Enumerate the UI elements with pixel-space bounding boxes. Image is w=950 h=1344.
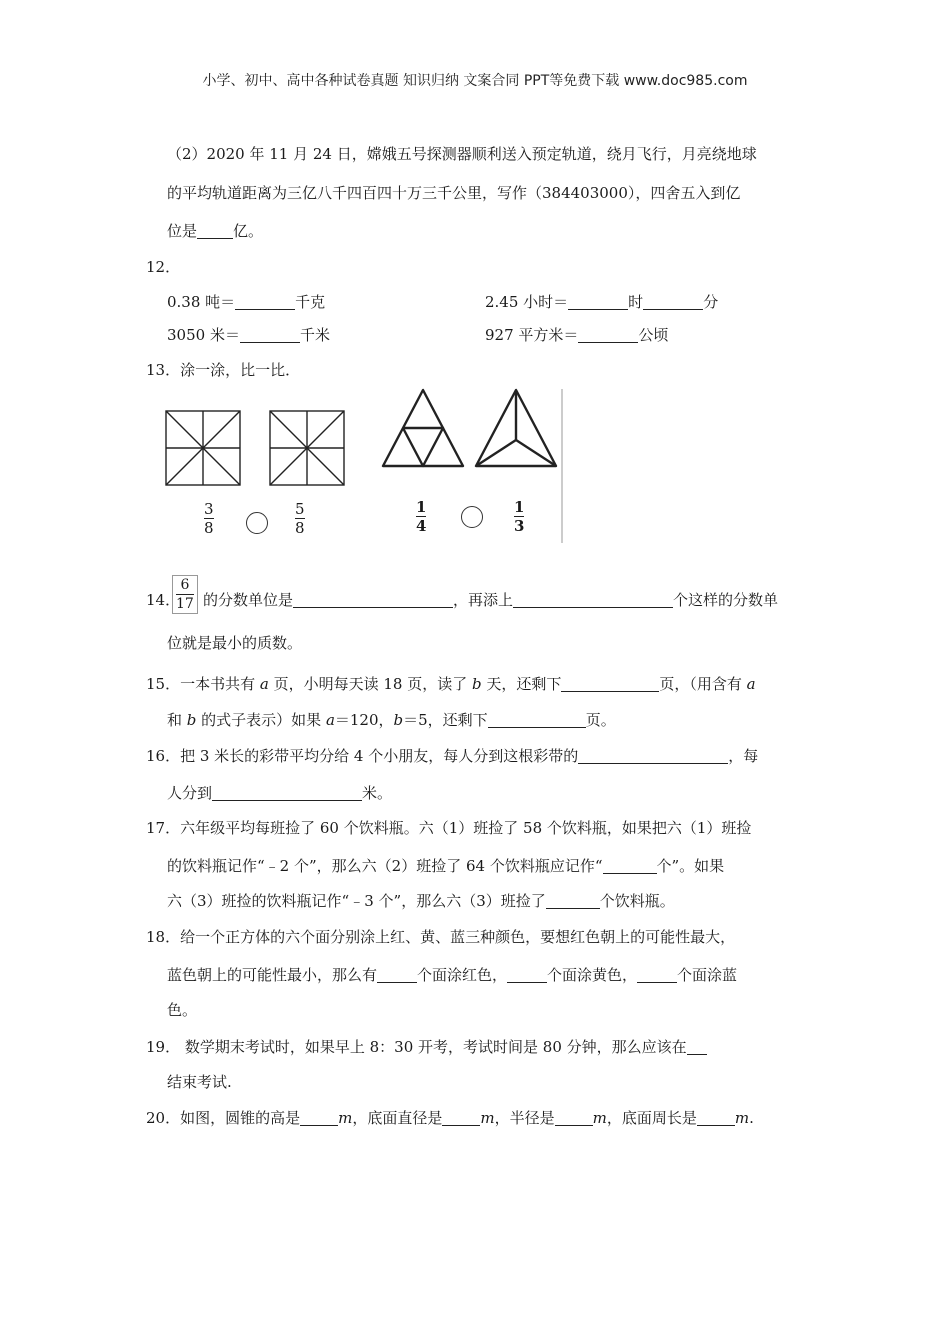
frac-1-3 [514, 498, 524, 535]
q16-text: 人分到 [167, 784, 213, 802]
q12-c-blank[interactable] [240, 326, 300, 343]
q15-text: 页。 [585, 711, 616, 729]
q20-blank1[interactable] [300, 1109, 338, 1126]
frac-numerator: 5 [295, 500, 305, 518]
q12-d-unit: 公顷 [638, 326, 669, 344]
frac-numerator: 6 [180, 577, 190, 593]
frac-3-8 [204, 500, 214, 537]
q19-line1 [146, 1037, 707, 1057]
q16-text: 16．把 3 米长的彩带平均分给 4 个小朋友，每人分到这根彩带的 [146, 747, 579, 765]
q15-blank1[interactable] [561, 675, 659, 692]
q20-blank4[interactable] [697, 1109, 735, 1126]
q18-blank1[interactable] [377, 966, 417, 983]
q15-line1 [146, 674, 756, 694]
q13-text: 13．涂一涂，比一比． [146, 361, 301, 379]
q15-text: 和 [167, 711, 187, 729]
q15-text: 的式子表示）如果 [196, 711, 326, 729]
page-header: 小学、初中、高中各种试卷真题 知识归纳 文案合同 PPT等免费下载 www.doc985.com [202, 73, 748, 89]
q14-text2: ，再添上 [453, 591, 514, 609]
q20-text: ，底面周长是 [606, 1109, 697, 1127]
frac-denominator: 3 [514, 517, 525, 535]
triangle-thirds [476, 390, 556, 466]
q17-blank2[interactable] [546, 892, 600, 909]
square-eighths-1 [166, 411, 240, 485]
var-b: b [186, 711, 197, 729]
q20-text: 20．如图，圆锥的高是 [146, 1109, 301, 1127]
q15-text: 天，还剩下 [481, 675, 562, 693]
q20-text: . [749, 1109, 754, 1127]
q15-text: ＝5，还剩下 [403, 711, 488, 729]
q11-text: 位是 [167, 222, 198, 240]
q12-b-unit2: 分 [703, 293, 719, 311]
frac-numerator: 1 [416, 498, 427, 516]
q18-blank3[interactable] [637, 966, 677, 983]
var-b: b [393, 711, 404, 729]
q20-blank2[interactable] [442, 1109, 480, 1126]
q19-text: 19． 数学期末考试时，如果早上 8：30 开考，考试时间是 80 分钟，那么应该在 [146, 1038, 687, 1056]
var-b: b [471, 675, 482, 693]
q17-text: 个饮料瓶。 [599, 892, 675, 910]
q12-item-d [485, 325, 668, 345]
q11-line3 [167, 221, 263, 241]
q20-text: ，底面直径是 [352, 1109, 443, 1127]
var-a: a [746, 675, 756, 693]
q18-line1: 18．给一个正方体的六个面分别涂上红、黄、蓝三种颜色，要想红色朝上的可能性最大， [146, 928, 736, 946]
q12-b-blank1[interactable] [568, 293, 628, 310]
frac-denominator: 4 [416, 517, 427, 535]
q18-text: 个面涂黄色， [547, 966, 638, 984]
q12-d-blank[interactable] [578, 326, 638, 343]
q14-text1: 的分数单位是 [203, 591, 294, 609]
unit-m: m [592, 1109, 607, 1127]
q17-line1: 17．六年级平均每班捡了 60 个饮料瓶。六（1）班捡了 58 个饮料瓶，如果把六（1）班捡 [146, 819, 752, 837]
q14-text3: 个这样的分数单 [673, 591, 779, 609]
q18-text: 个面涂蓝 [677, 966, 738, 984]
frac-1-4 [416, 498, 426, 535]
q12-b-label: 2.45 小时＝ [485, 293, 569, 311]
q12-d-label: 927 平方米＝ [485, 326, 579, 344]
q16-blank2[interactable] [212, 784, 362, 801]
q20-blank3[interactable] [555, 1109, 593, 1126]
q15-text: ＝120， [334, 711, 394, 729]
q12-item-c [167, 325, 330, 345]
q17-line3 [167, 891, 675, 911]
q11-line2: 的平均轨道距离为三亿八千四百四十万三千公里，写作（384403000），四舍五入到亿 [167, 184, 741, 202]
q20-line [146, 1108, 754, 1128]
q14-fraction [172, 575, 198, 614]
q12-c-label: 3050 米＝ [167, 326, 240, 344]
q11-line1: （2）2020 年 11 月 24 日，嫦娥五号探测器顺利送入预定轨道，绕月飞行，月亮绕地球 [167, 145, 757, 163]
unit-m: m [734, 1109, 750, 1127]
q11-text-end: 亿。 [233, 222, 264, 240]
q12-b-unit1: 时 [628, 293, 644, 311]
q15-text: 15．一本书共有 [146, 675, 260, 693]
q17-blank1[interactable] [603, 857, 657, 874]
q15-text: 页，小明每天读 18 页，读了 [268, 675, 472, 693]
q12-a-label: 0.38 吨＝ [167, 293, 236, 311]
unit-m: m [338, 1109, 353, 1127]
q18-blank2[interactable] [507, 966, 547, 983]
q12-a-blank[interactable] [235, 293, 295, 310]
frac-denominator: 17 [176, 596, 194, 612]
q17-text: 六（3）班捡的饮料瓶记作“﹣3 个”，那么六（3）班捡了 [167, 892, 546, 910]
q14-blank1[interactable] [293, 591, 453, 608]
q12-c-unit: 千米 [299, 326, 330, 344]
q19-blank[interactable] [687, 1038, 707, 1055]
q15-blank2[interactable] [488, 711, 586, 728]
q17-text: 个”。如果 [656, 857, 725, 875]
q13-figure [160, 385, 570, 545]
var-a: a [325, 711, 335, 729]
q17-text: 的饮料瓶记作“﹣2 个”，那么六（2）班捡了 64 个饮料瓶应记作“ [167, 857, 603, 875]
q17-line2 [167, 856, 724, 876]
triangle-quarters [383, 390, 463, 466]
frac-denominator: 8 [204, 519, 214, 537]
q16-line2 [167, 783, 392, 803]
q12-item-b [485, 292, 718, 312]
q14-number: 14． [146, 591, 181, 609]
frac-denominator: 8 [295, 519, 305, 537]
q12-number: 12． [146, 258, 181, 276]
q18-text: 个面涂红色， [417, 966, 508, 984]
square-eighths-2 [270, 411, 344, 485]
q11-blank[interactable] [197, 222, 233, 239]
q16-blank1[interactable] [578, 747, 728, 764]
q12-a-unit: 千克 [295, 293, 326, 311]
q18-line2 [167, 965, 737, 985]
q16-line1 [146, 746, 758, 766]
q15-line2 [167, 710, 616, 730]
frac-numerator: 3 [204, 500, 214, 518]
compare-circle-1[interactable] [246, 512, 268, 534]
q16-text: 米。 [362, 784, 393, 802]
q18-text: 蓝色朝上的可能性最小，那么有 [167, 966, 378, 984]
q20-text: ，半径是 [494, 1109, 555, 1127]
q12-item-a [167, 292, 325, 312]
q16-text: ，每 [728, 747, 759, 765]
q19-line2: 结束考试. [167, 1073, 232, 1091]
compare-circle-2[interactable] [461, 506, 483, 528]
q14-blank2[interactable] [513, 591, 673, 608]
unit-m: m [480, 1109, 495, 1127]
q14-line2: 位就是最小的质数。 [167, 634, 303, 652]
q14-line1 [203, 590, 778, 610]
var-a: a [259, 675, 269, 693]
q15-text: 页，（用含有 [659, 675, 747, 693]
q18-line3: 色。 [167, 1001, 198, 1019]
frac-numerator: 1 [514, 498, 525, 516]
frac-5-8 [295, 500, 305, 537]
q12-b-blank2[interactable] [643, 293, 703, 310]
